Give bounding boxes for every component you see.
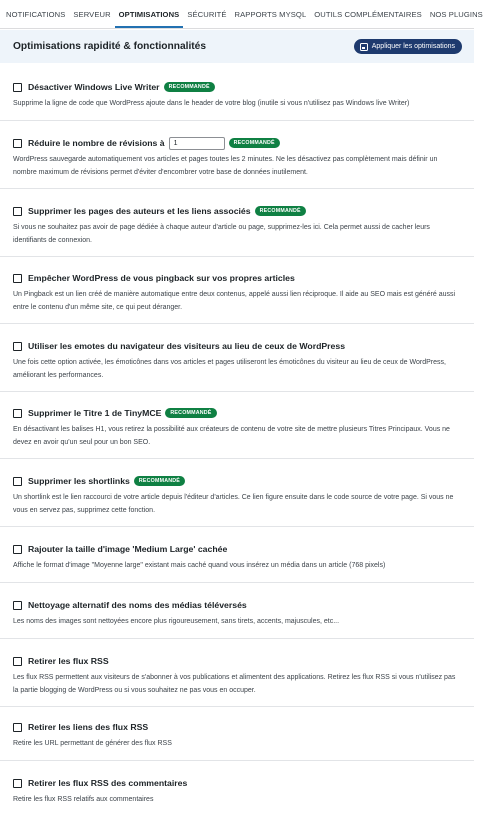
tab-optimisations[interactable]: OPTIMISATIONS xyxy=(115,10,184,28)
option-checkbox[interactable] xyxy=(13,779,22,788)
option-checkbox[interactable] xyxy=(13,477,22,486)
section-title: Optimisations rapidité & fonctionnalités xyxy=(13,41,207,52)
option-title: Retirer les flux RSS xyxy=(28,656,109,666)
option-description: Retire les flux RSS relatifs aux commentaires xyxy=(13,796,154,803)
section-header xyxy=(0,30,474,63)
option-browser-emotes xyxy=(13,340,463,382)
apply-button-label: Appliquer les optimisations xyxy=(371,43,455,50)
divider xyxy=(0,458,474,459)
option-reduce-revisions xyxy=(13,137,463,179)
recommended-badge: RECOMMANDÉ xyxy=(134,476,185,486)
option-checkbox[interactable] xyxy=(13,409,22,418)
option-title: Nettoyage alternatif des noms des médias téléversés xyxy=(28,600,247,610)
option-title: Utiliser les emotes du navigateur des visiteurs au lieu de ceux de WordPress xyxy=(28,341,346,351)
option-description: Retire les URL permettant de générer des flux RSS xyxy=(13,740,172,747)
option-remove-rss-links xyxy=(13,721,463,750)
option-description: Les noms des images sont nettoyées encore plus rigoureusement, sans tirets, accents, majuscules, etc... xyxy=(13,618,340,625)
divider xyxy=(0,582,474,583)
option-description: Une fois cette option activée, les émoticônes dans vos articles et pages utiliseront les émoticônes du visiteur au lieu de ceux de WordPress, améliorant les performances. xyxy=(13,359,446,379)
recommended-badge: RECOMMANDÉ xyxy=(229,138,280,148)
option-disable-windows-live-writer xyxy=(13,81,463,110)
option-title: Rajouter la taille d'image 'Medium Large' cachée xyxy=(28,544,228,554)
option-checkbox[interactable] xyxy=(13,83,22,92)
option-remove-tinymce-h1 xyxy=(13,407,463,449)
tab-nos-plugins[interactable]: NOS PLUGINS xyxy=(429,10,483,19)
option-checkbox[interactable] xyxy=(13,545,22,554)
option-description: Un shortlink est le lien raccourci de votre article depuis l'éditeur d'articles. Ce lien figure ensuite dans le code source de votre page. Si vous ne vous en servez pas, supprimez cette fonction. xyxy=(13,494,454,514)
recommended-badge: RECOMMANDÉ xyxy=(255,206,306,216)
option-remove-rss-feeds xyxy=(13,655,463,697)
option-title: Réduire le nombre de révisions à xyxy=(28,138,165,148)
apply-optimisations-button[interactable] xyxy=(354,39,462,54)
divider xyxy=(0,760,474,761)
option-checkbox[interactable] xyxy=(13,657,22,666)
option-checkbox[interactable] xyxy=(13,139,22,148)
save-icon xyxy=(360,43,368,51)
tab-serveur[interactable]: SERVEUR xyxy=(73,10,111,19)
option-title: Retirer les liens des flux RSS xyxy=(28,722,149,732)
option-remove-shortlinks xyxy=(13,475,463,517)
recommended-badge: RECOMMANDÉ xyxy=(165,408,216,418)
recommended-badge: RECOMMANDÉ xyxy=(164,82,215,92)
option-checkbox[interactable] xyxy=(13,601,22,610)
option-description: Les flux RSS permettent aux visiteurs de s'abonner à vos publications et alimentent des applications. Retirez les flux RSS si vous n'utilisez pas la partie blogging de WordPress ou si vous souhaitez ne pas vous en occuper. xyxy=(13,674,456,694)
tab-outils-complementaires[interactable]: OUTILS COMPLÉMENTAIRES xyxy=(314,10,422,19)
option-checkbox[interactable] xyxy=(13,723,22,732)
option-checkbox[interactable] xyxy=(13,342,22,351)
divider xyxy=(0,526,474,527)
option-description: En désactivant les balises H1, vous retirez la possibilité aux créateurs de contenu de votre site de mettre plusieurs Titres Principaux. Vous ne devez en avoir qu'un seul pour un bon SEO. xyxy=(13,426,450,446)
option-title: Supprimer les pages des auteurs et les liens associés xyxy=(28,206,251,216)
option-remove-comment-rss xyxy=(13,777,463,806)
tab-notifications[interactable]: NOTIFICATIONS xyxy=(6,10,66,19)
divider xyxy=(0,120,474,121)
option-title: Supprimer les shortlinks xyxy=(28,476,130,486)
tab-rapports-mysql[interactable]: RAPPORTS MYSQL xyxy=(234,10,307,19)
option-medium-large-size xyxy=(13,543,463,572)
option-title: Empêcher WordPress de vous pingback sur vos propres articles xyxy=(28,273,295,283)
revisions-count-input[interactable] xyxy=(169,137,225,150)
tab-securite[interactable]: SÉCURITÉ xyxy=(187,10,227,19)
divider xyxy=(0,391,474,392)
option-title: Retirer les flux RSS des commentaires xyxy=(28,778,188,788)
option-description: Affiche le format d'image "Moyenne large" existant mais caché quand vous insérez un média dans un article (768 pixels) xyxy=(13,562,386,569)
option-remove-author-pages xyxy=(13,205,463,247)
option-checkbox[interactable] xyxy=(13,207,22,216)
option-description: WordPress sauvegarde automatiquement vos articles et pages toutes les 2 minutes. Ne les désactivez pas complètement mais définir un nombre maximum de révisions permet d'éviter d'encombrer votre base de données inutilement. xyxy=(13,156,438,176)
divider xyxy=(0,256,474,257)
option-title: Supprimer le Titre 1 de TinyMCE xyxy=(28,408,162,418)
divider xyxy=(0,706,474,707)
divider xyxy=(0,638,474,639)
divider xyxy=(0,188,474,189)
option-description: Un Pingback est un lien créé de manière automatique entre deux contenus, appelé aussi lien réciproque. Il aide au SEO mais est généré aussi entre le contenu d'un même site, ce qui peut déranger. xyxy=(13,291,456,311)
option-title: Désactiver Windows Live Writer xyxy=(28,82,160,92)
tab-bar xyxy=(0,0,483,29)
option-media-name-cleanup xyxy=(13,599,463,628)
option-checkbox[interactable] xyxy=(13,274,22,283)
divider xyxy=(0,323,474,324)
option-description: Si vous ne souhaitez pas avoir de page dédiée à chaque auteur d'article ou page, supprimez-les ici. Cela permet aussi de cacher leurs identifiants de connexion. xyxy=(13,224,430,244)
option-description: Supprime la ligne de code que WordPress ajoute dans le header de votre blog (inutile si vous n'utilisez pas Windows live Writer) xyxy=(13,100,410,107)
option-disable-self-pingback xyxy=(13,272,463,314)
